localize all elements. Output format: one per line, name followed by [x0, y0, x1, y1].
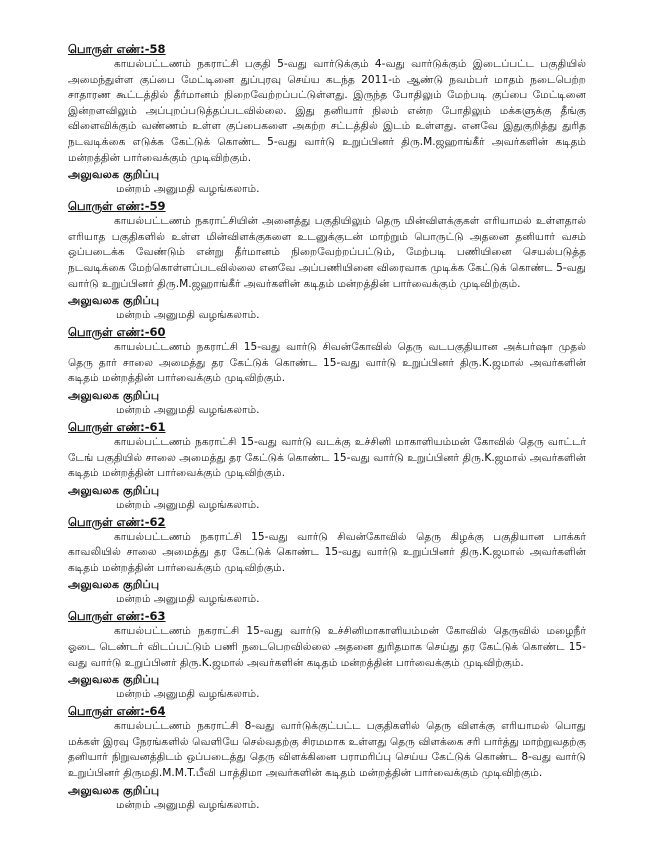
office-note-text: மன்றம் அனுமதி வழங்கலாம்.	[116, 798, 260, 811]
office-note-label: அலுவலக குறிப்பு	[68, 388, 160, 402]
item-body: காயல்பட்டணம் நகராட்சி 15-வது வார்டு வடக்கு உச்சினி மாகாளியம்மன் கோவில் தெரு வாட்டர் டேங் பகுதியில் சாலை அமைத்து தர கேட்டுக் கொண்ட 15-வது வார்டு உறுப்பினர் திரு.K.ஜமால் அவர்களின் கடிதம் மன்றத்தின் பார்வைக்கும் முடிவிற்கும்.	[68, 435, 586, 480]
office-note-text: மன்றம் அனுமதி வழங்கலாம்.	[116, 183, 260, 196]
item-body: காயல்பட்டணம் நகராட்சி 15-வது வார்டு சிவன்கோவில் தெரு வடபகுதியான அக்பர்ஷா முதல் தெரு தார் சாலை அமைத்து தர கேட்டுக் கொண்ட 15-வது வார்டு உறுப்பினர் திரு.K.ஜமால் அவர்களின் கடிதம் மன்றத்தின் பார்வைக்கும் முடிவிற்கும்.	[68, 341, 586, 385]
item-heading: பொருள் எண்:-63	[68, 609, 166, 624]
item-heading: பொருள் எண்:-59	[68, 199, 166, 214]
item-heading: பொருள் எண்:-58	[68, 42, 166, 56]
office-note-text: மன்றம் அனுமதி வழங்கலாம்.	[116, 688, 260, 701]
office-note-label: அலுவலக குறிப்பு	[68, 673, 160, 687]
agenda-item-60	[68, 325, 586, 418]
item-body: காயல்பட்டணம் நகராட்சி பகுதி 5-வது வார்டுக்கும் 4-வது வார்டுக்கும் இடைப்பட்ட பகுதியில் அமைந்துள்ள குப்பை மேட்டினை துப்புரவு செய்ய கடந்த 2011-ம் ஆண்டு நவம்பர் மாதம் நடைபெற்ற சாதாரண கூட்டத்தில் தீர்மானம் நிறைவேற்றப்பட்டுள்ளது. இருந்த போதிலும் மேற்படி குப்பை மேட்டினை இன்றளவிலும் அப்புறப்படுத்தப்படவில்லை. இது தனியார் நிலம் என்ற போதிலும் மக்களுக்கு தீங்கு விளைவிக்கும் வண்ணம் உள்ள குப்பைகளை அகற்ற சட்டத்தில் இடம் உள்ளது. எனவே இதுகுறித்து துரித நடவடிக்கை எடுக்க கேட்டுக் கொண்ட 5-வது வார்டு உறுப்பினர் திரு.M.ஜஹாங்கீர் அவர்களின் கடிதம் மன்றத்தின் பார்வைக்கும் முடிவிற்கும்.	[68, 58, 586, 164]
item-body: காயல்பட்டணம் நகராட்சி 8-வது வார்டுக்குட்பட்ட பகுதிகளில் தெரு விளக்கு எரியாமல் பொது மக்கள் இரவு நேரங்களில் வெளியே செல்வதற்கு சிரமமாக உள்ளது தெரு விளக்கை சரி பார்த்து மாற்றுவதற்கு தனியார் நிறுவனத்திடம் ஒப்படைத்து தெரு விளக்கினை பராமரிப்பு செய்ய கேட்டுக் கொண்ட 8-வது வார்டு உறுப்பினர் திருமதி.M.M.T.பீவி பாத்திமா அவர்களின் கடிதம் மன்றத்தின் பார்வைக்கும் முடிவிற்கும்.	[68, 720, 586, 780]
office-note-text: மன்றம் அனுமதி வழங்கலாம்.	[116, 593, 260, 606]
agenda-item-63	[68, 609, 586, 702]
agenda-item-59	[68, 199, 586, 323]
office-note-text: மன்றம் அனுமதி வழங்கலாம்.	[116, 498, 260, 511]
agenda-item-58	[68, 42, 586, 197]
item-body: காயல்பட்டணம் நகராட்சி 15-வது வார்டு உச்சினிமாகாளியம்மன் கோவில் தெருவில் மழைநீர் ஓடை டெண்டர் விடப்பட்டும் பணி நடைபெறவில்லை அதனை துரிதமாக செய்து தர கேட்டுக் கொண்ட 15-வது வார்டு உறுப்பினர் திரு.K.ஜமால் அவர்களின் கடிதம் மன்றத்தின் பார்வைக்கும் முடிவிற்கும்.	[68, 625, 586, 669]
agenda-item-62	[68, 515, 586, 608]
office-note-label: அலுவலக குறிப்பு	[68, 578, 160, 592]
item-body: காயல்பட்டணம் நகராட்சி 15-வது வார்டு சிவன்கோவில் தெரு கிழக்கு பகுதியான பாக்கர் காவலியில் சாலை அமைத்து தர கேட்டுக் கொண்ட 15-வது வார்டு உறுப்பினர் திரு.K.ஜமால் அவர்களின் கடிதம் மன்றத்தின் பார்வைக்கும் முடிவிற்கும்.	[68, 530, 586, 574]
agenda-item-61	[68, 420, 586, 513]
item-heading: பொருள் எண்:-62	[68, 514, 166, 529]
office-note-text: மன்றம் அனுமதி வழங்கலாம்.	[116, 309, 260, 322]
agenda-item-64	[68, 704, 586, 812]
item-heading: பொருள் எண்:-61	[68, 419, 166, 434]
office-note-label: அலுவலக குறிப்பு	[68, 783, 160, 797]
item-heading: பொருள் எண்:-64	[68, 704, 166, 719]
office-note-text: மன்றம் அனுமதி வழங்கலாம்.	[116, 403, 260, 416]
office-note-label: அலுவலக குறிப்பு	[68, 294, 160, 308]
office-note-label: அலுவலக குறிப்பு	[68, 483, 160, 497]
item-heading: பொருள் எண்:-60	[68, 325, 166, 340]
item-body: காயல்பட்டணம் நகராட்சியின் அனைத்து பகுதியிலும் தெரு மின்விளக்குகள் எரியாமல் உள்ளதால் எரியாத பகுதிகளில் உள்ள மின்விளக்குகளை உடனுக்குடன் மாற்றும் பொருட்டு அதனை தனியார் வசம் ஒப்படைக்க வேண்டும் என்று தீர்மானம் நிறைவேற்றப்பட்டும், மேற்படி பணியினை செயல்படுத்த நடவடிக்கை மேற்கொள்ளப்படவில்லை எனவே அப்பணியினை விரைவாக முடிக்க கேட்டுக் கொண்ட 5-வது வார்டு உறுப்பினர் திரு.M.ஜஹாங்கீர் அவர்களின் கடிதம் மன்றத்தின் பார்வைக்கும் முடிவிற்கும்.	[68, 215, 586, 290]
office-note-label: அலுவலக குறிப்பு	[68, 168, 160, 182]
